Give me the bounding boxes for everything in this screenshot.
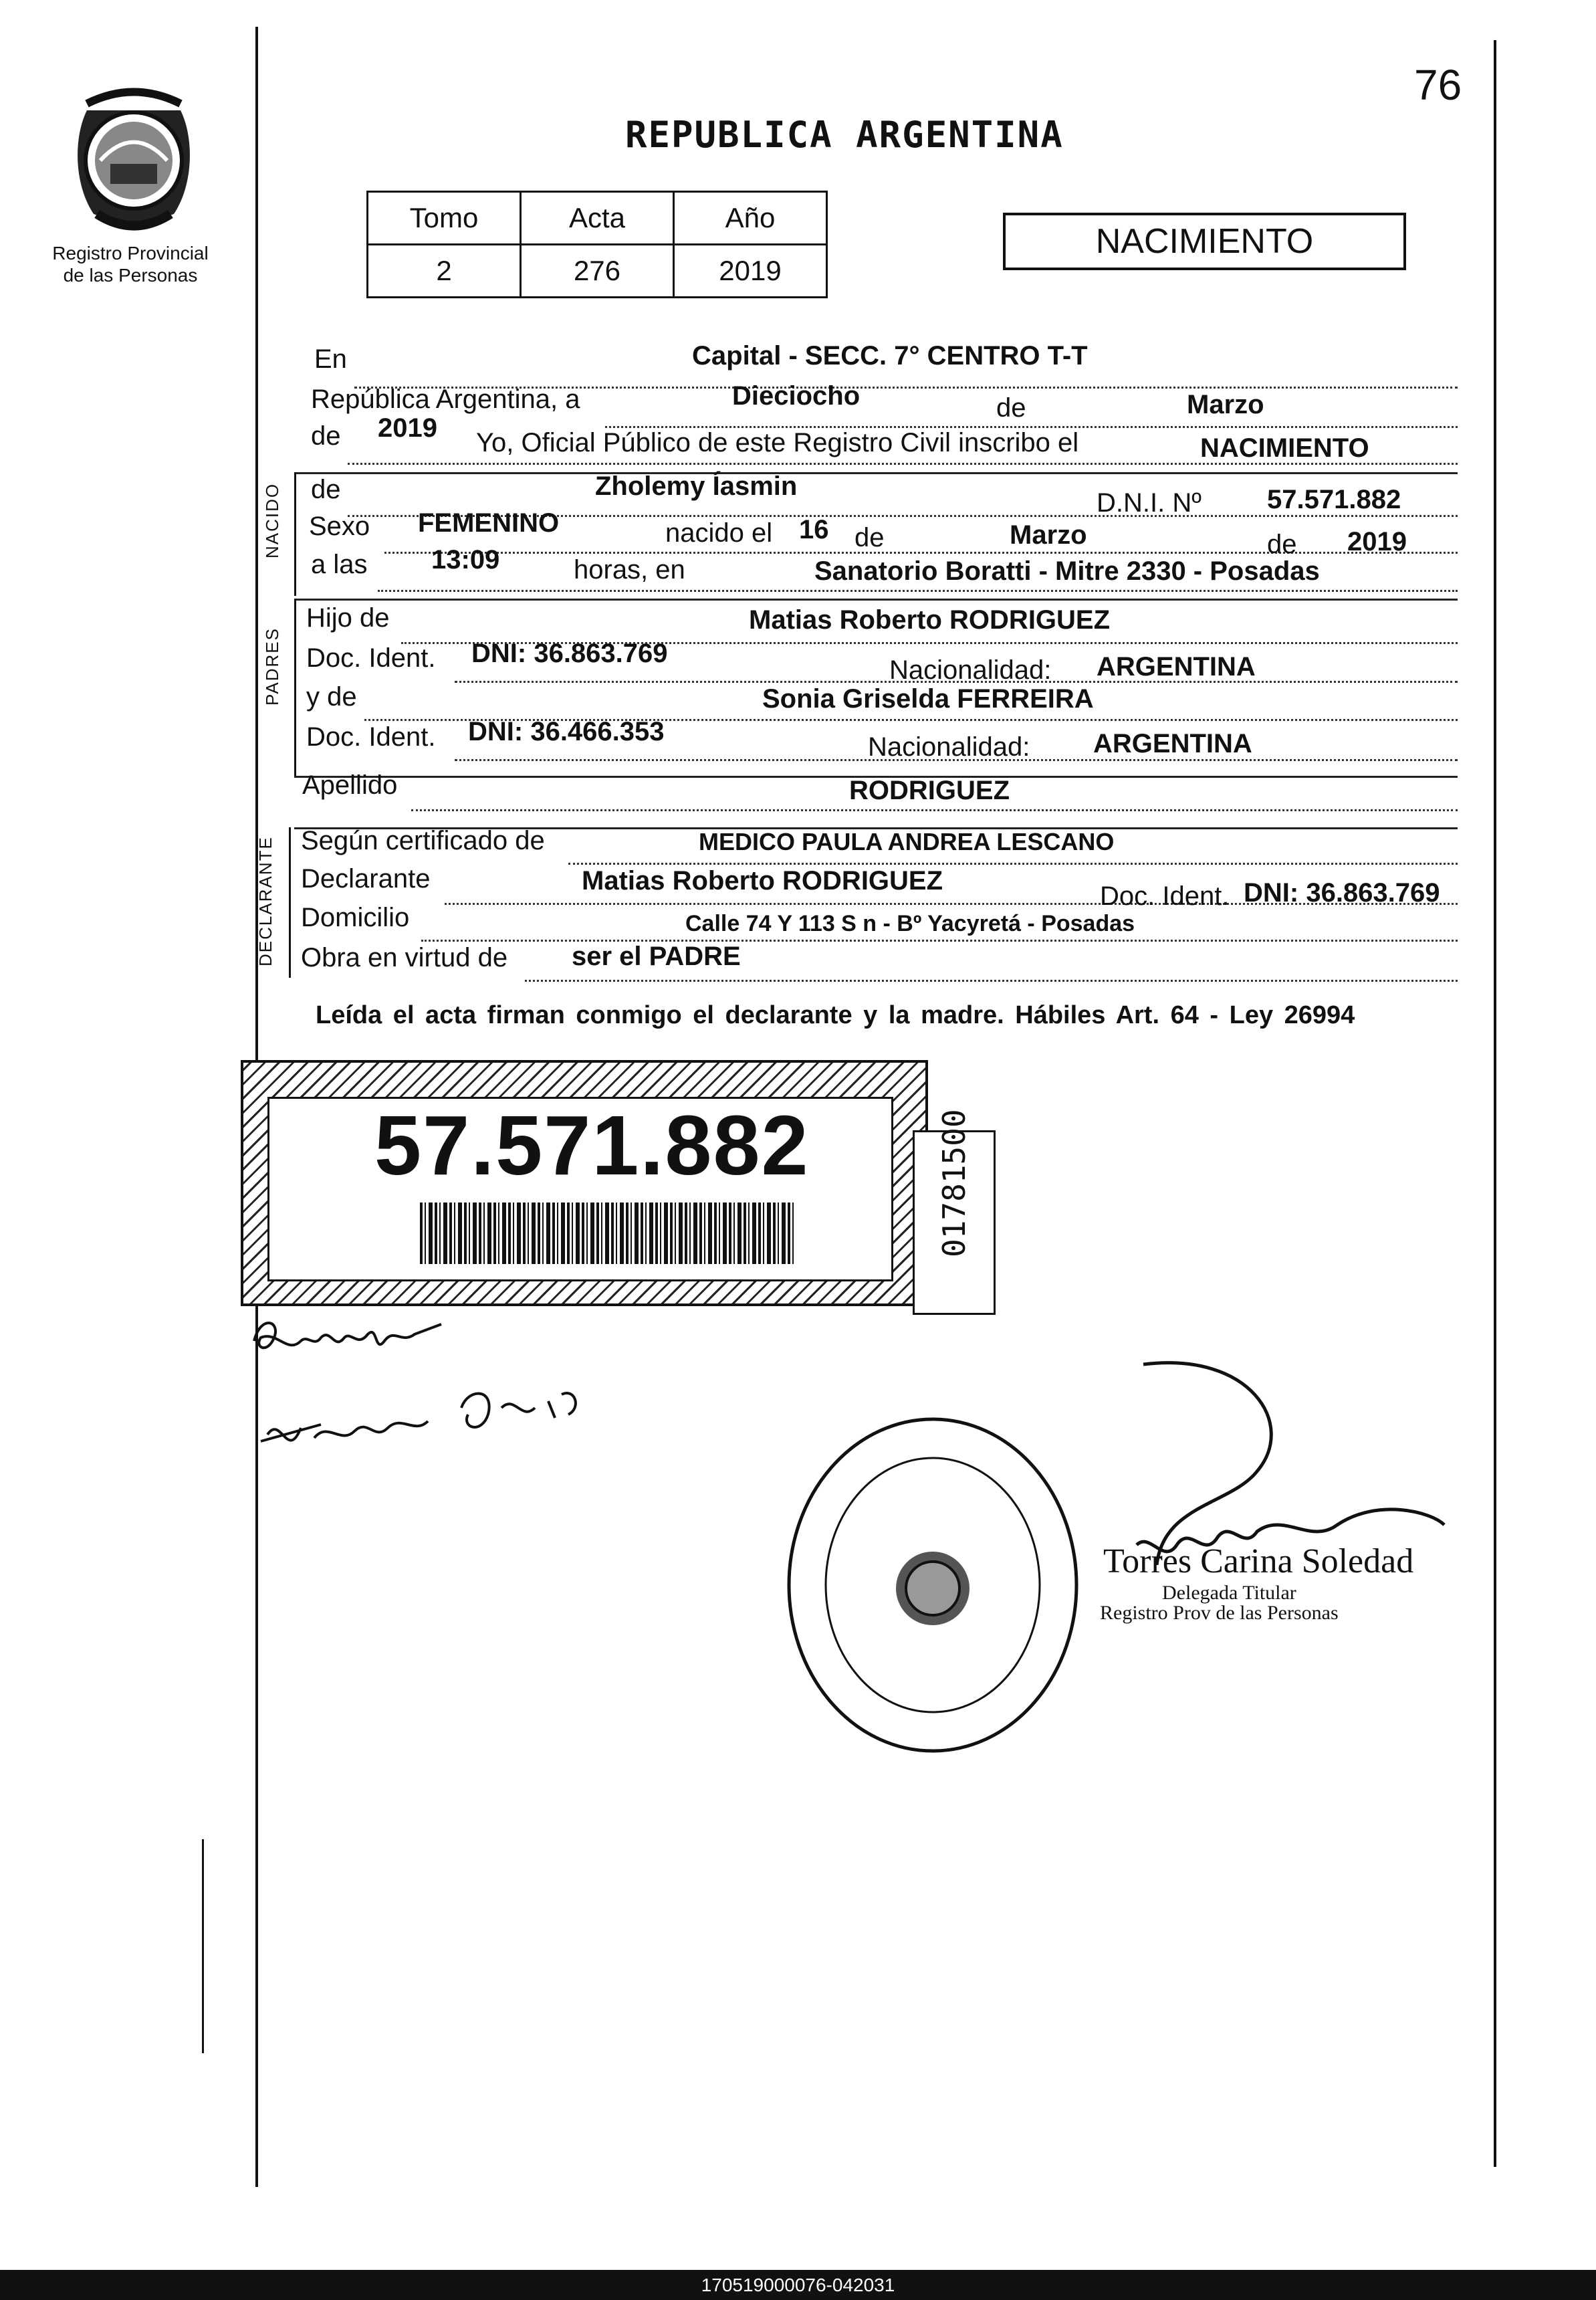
record-table [366,191,828,298]
label-dni: D.N.I. Nº [1097,488,1202,518]
value-domicilio: Calle 74 Y 113 S n - Bº Yacyretá - Posadas [685,911,1135,936]
value-obra: ser el PADRE [572,942,741,971]
official-role: Delegada Titular [1162,1582,1296,1604]
label-republica: República Argentina, a [311,385,580,414]
section-bracket [289,827,291,978]
value-mes: Marzo [1187,390,1264,419]
label-declarante: Declarante [301,864,431,894]
dotted-line [568,863,1458,865]
value-anio-nac: 2019 [1347,527,1407,556]
label-obra: Obra en virtud de [301,943,508,972]
dotted-line [525,980,1458,982]
dotted-line [411,809,1458,811]
side-label-declarante: DECLARANTE [255,836,275,966]
value-madre-nac: ARGENTINA [1093,729,1252,758]
value-lugar: Capital - SECC. 7° CENTRO T-T [692,341,1088,371]
label-en: En [314,344,347,374]
label-inscribo: Yo, Oficial Público de este Registro Civil inscribo el [476,428,1079,457]
value-apellido: RODRIGUEZ [849,776,1010,805]
side-label-padres: PADRES [262,627,282,706]
label-de-dia: de [854,523,885,552]
value-padre-doc: DNI: 36.863.769 [471,639,668,668]
value-declarante: Matias Roberto RODRIGUEZ [582,866,943,896]
header-tomo: Tomo [368,192,521,245]
section-divider [294,599,1458,601]
value-tomo: 2 [368,245,521,298]
barcode [420,1203,794,1264]
page-number: 76 [1414,61,1462,109]
header-anio: Año [674,192,827,245]
label-nacido-el: nacido el [665,518,773,548]
value-madre-doc: DNI: 36.466.353 [468,717,665,746]
label-domicilio: Domicilio [301,903,410,932]
label-doc-ident3: Doc. Ident. [1100,881,1230,911]
dotted-line [378,590,1458,592]
label-de-anio2: de [1267,530,1297,559]
label-de-mes: de [996,393,1026,423]
value-nombre: Zholemy Íasmin [595,472,798,501]
security-serial: 01781500 [936,1109,972,1257]
value-anio: 2019 [674,245,827,298]
side-label-nacido: NACIDO [262,482,282,558]
label-de-nombre: de [311,475,341,504]
label-horas-en: horas, en [574,555,685,585]
signing-note: Leída el acta firman conmigo el declarante y la madre. Hábiles Art. 64 - Ley 26994 [316,1001,1355,1029]
label-apellido: Apellido [302,770,398,800]
label-nacionalidad: Nacionalidad: [889,655,1052,685]
label-doc-ident2: Doc. Ident. [306,722,436,752]
label-nacionalidad2: Nacionalidad: [868,732,1030,762]
official-stamp [776,1411,1090,1759]
value-padre-nac: ARGENTINA [1097,652,1256,682]
header-acta: Acta [521,192,674,245]
value-dia: Dieciocho [732,381,861,411]
value-madre: Sonia Griselda FERREIRA [762,684,1094,714]
label-de-anio: de [311,421,341,451]
label-a-las: a las [311,550,368,579]
right-margin-line [1494,40,1496,2167]
parents-signatures [241,1308,655,1495]
value-acta: 276 [521,245,674,298]
security-dni-number: 57.571.882 [374,1098,810,1192]
province-seal-icon [60,84,207,237]
value-sexo: FEMENINO [418,508,560,538]
section-bracket [294,599,296,776]
label-sexo: Sexo [309,512,370,541]
value-hora: 13:09 [431,545,500,574]
label-hijo-de: Hijo de [306,603,390,633]
value-lugar-nac: Sanatorio Boratti - Mitre 2330 - Posadas [814,556,1320,586]
value-anio: 2019 [378,413,437,443]
value-certificado: MEDICO PAULA ANDREA LESCANO [699,828,1115,855]
value-tipo: NACIMIENTO [1200,433,1369,463]
value-dia-nac: 16 [799,515,829,544]
section-divider [294,472,1458,474]
value-declarante-doc: DNI: 36.863.769 [1244,878,1440,908]
label-segun: Según certificado de [301,826,545,855]
value-dni: 57.571.882 [1267,485,1401,514]
section-bracket [294,472,296,596]
left-outer-line [202,1839,204,2053]
registry-name: Registro Provincial de las Personas [52,243,209,286]
label-doc-ident: Doc. Ident. [306,643,436,673]
label-y-de: y de [306,682,357,712]
footer-code: 170519000076-042031 [0,2270,1596,2300]
record-type-box: NACIMIENTO [1003,213,1406,270]
value-mes-nac: Marzo [1010,520,1087,550]
official-office: Registro Prov de las Personas [1100,1602,1339,1624]
value-padre: Matias Roberto RODRIGUEZ [749,605,1111,635]
page-title: REPUBLICA ARGENTINA [625,114,1064,156]
official-name: Torres Carina Soledad [1103,1542,1414,1580]
